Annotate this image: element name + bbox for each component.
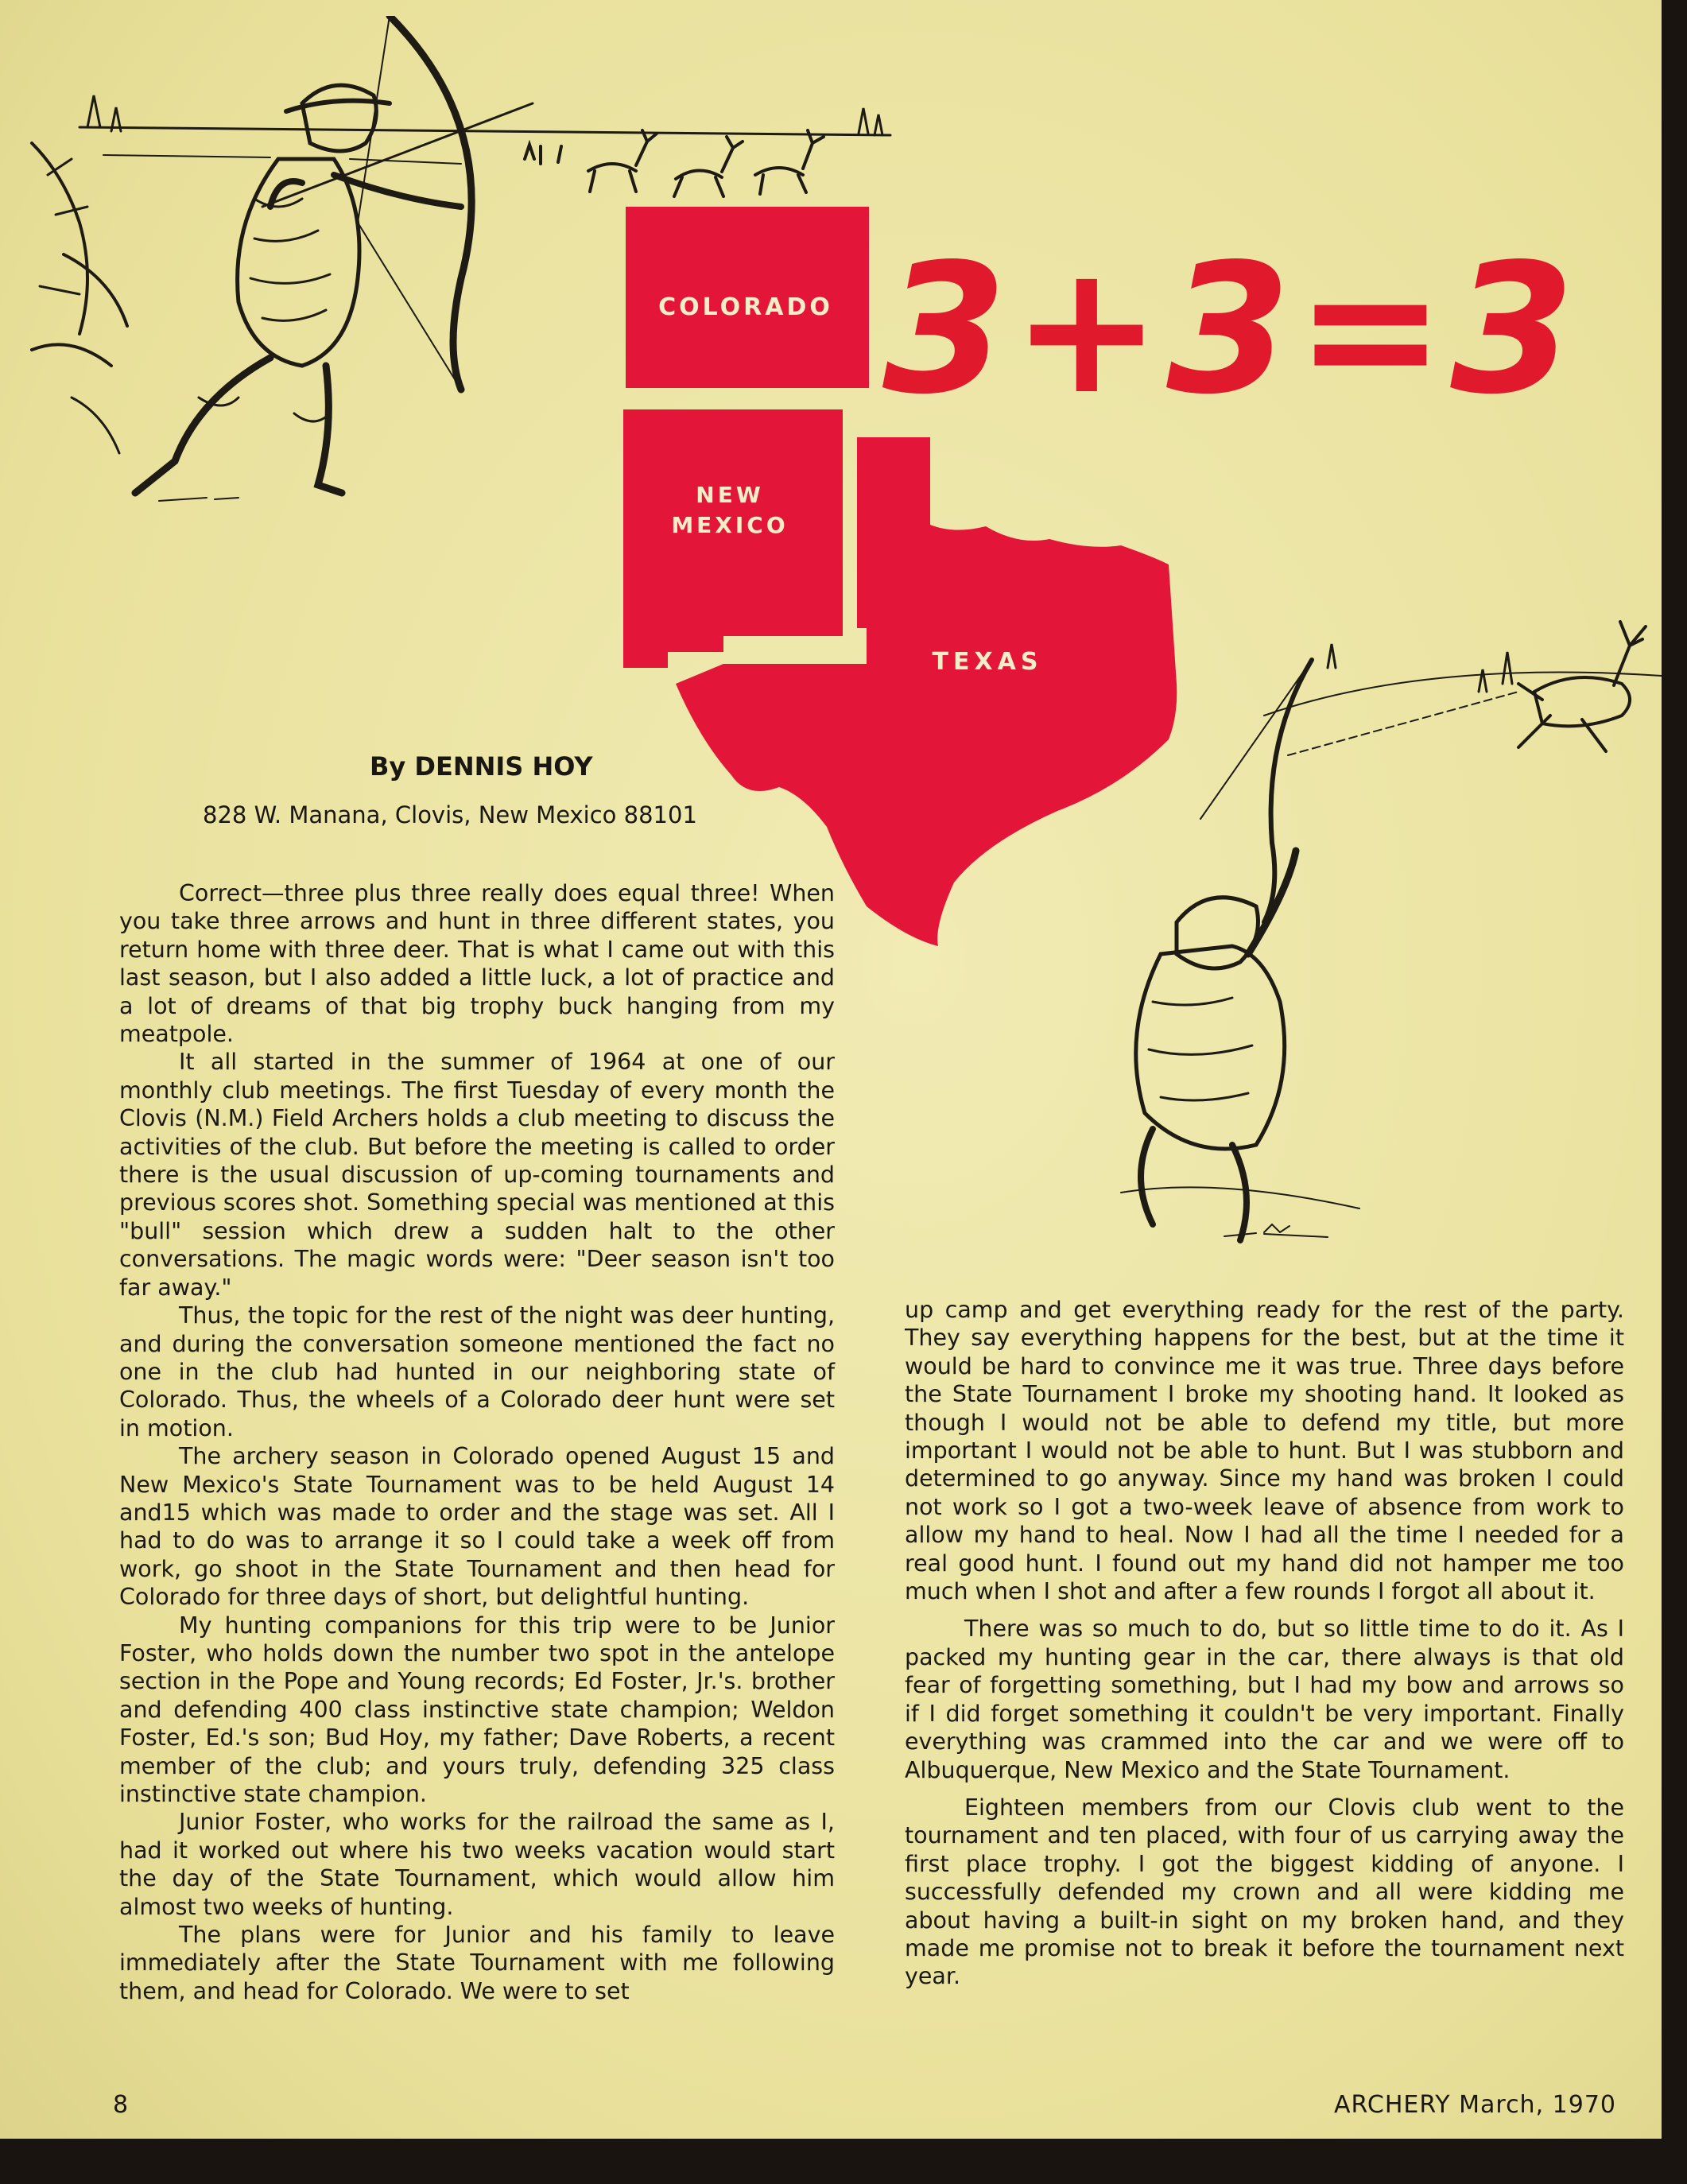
paragraph: Correct—three plus three really does equal three! When you take three arrows and hunt in three different states, you return home with three deer. That is what I came out with this last season, but I also added a little luck, a lot of practice and a lot of dreams of that big trophy buck hanging from my meatpole.	[119, 880, 835, 1048]
paragraph: Eighteen members from our Clovis club went to the tournament and ten placed, with four of us carrying away the first place trophy. I got the biggest kidding of anyone. I successfully defended my crown and all were kidding me about having a built-in sight on my broken hand, and they made me promise not to break it before the tournament next year.	[905, 1794, 1624, 1990]
paragraph: The archery season in Colorado opened August 15 and New Mexico's State Tournament was to be held August 14 and15 which was made to order and the stage was set. All I had to do was to arrange it so I could take a week off from work, go shoot in the State Tournament and then head for Colorado for three days of short, but delightful hunting.	[119, 1443, 835, 1611]
paragraph: up camp and get everything ready for the rest of the party. They say everything happens for the best, but at the time it would be hard to convince me it was true. Three days before the State Tournament I broke my shooting hand. It looked as though I would not be able to defend my title, but more important I would not be able to hunt. But I was stubborn and determined to go anyway. Since my hand was broken I could not work so I got a two-week leave of absence from work to allow my hand to heal. Now I had all the time I needed for a real good hunt. I found out my hand did not hamper me too much when I shot and after a few rounds I forgot all about it.	[905, 1297, 1624, 1605]
page-number: 8	[113, 2091, 129, 2119]
article-headline: 3+3=3	[882, 226, 1580, 434]
paragraph: Junior Foster, who works for the railroad the same as I, had it worked out where his two weeks vacation would start the day of the State Tournament, which would allow him almost two weeks of hunting.	[119, 1809, 835, 1920]
new-mexico-state-shape	[623, 409, 843, 668]
new-mexico-label-line1: NEW	[696, 482, 764, 508]
magazine-footer: ARCHERY March, 1970	[1334, 2091, 1616, 2119]
colorado-label: COLORADO	[658, 293, 833, 321]
article-column-left	[119, 879, 835, 2005]
author-byline: By DENNIS HOY	[370, 751, 593, 782]
new-mexico-label-line2: MEXICO	[671, 512, 789, 538]
texas-label: TEXAS	[932, 648, 1043, 676]
paragraph: It all started in the summer of 1964 at one of our monthly club meetings. The first Tuesday of every month the Clovis (N.M.) Field Archers holds a club meeting to discuss the activities of the club. But before the meeting is called to order there is the usual discussion of up-coming tournaments and previous scores shot. Something special was mentioned at this "bull" session which drew a sudden halt to the other conversations. The magic words were: "Deer season isn't too far away."	[119, 1049, 835, 1301]
paragraph: The plans were for Junior and his family to leave immediately after the State Tournament with me following them, and head for Colorado. We were to set	[119, 1922, 835, 2004]
author-address: 828 W. Manana, Clovis, New Mexico 88101	[203, 801, 697, 828]
article-column-right	[905, 1296, 1624, 1991]
paragraph: Thus, the topic for the rest of the night was deer hunting, and during the conversation someone mentioned the fact no one in the club had hunted in our neighboring state of Colorado. Thus, the wheels of a Colorado deer hunt were set in motion.	[119, 1302, 835, 1441]
paragraph: My hunting companions for this trip were to be Junior Foster, who holds down the number two spot in the antelope section in the Pope and Young records; Ed Foster, Jr.'s. brother and defending 400 class instinctive state champion; Weldon Foster, Ed.'s son; Bud Hoy, my father; Dave Roberts, a recent member of the club; and yours truly, defending 325 class instinctive state champion.	[119, 1612, 835, 1807]
paragraph: There was so much to do, but so little time to do it. As I packed my hunting gear in the car, there always is that old fear of forgetting something, but I had my bow and arrows so if I did forget something it couldn't be very important. Finally everything was crammed into the car and we were off to Albuquerque, New Mexico and the State Tournament.	[905, 1616, 1624, 1783]
